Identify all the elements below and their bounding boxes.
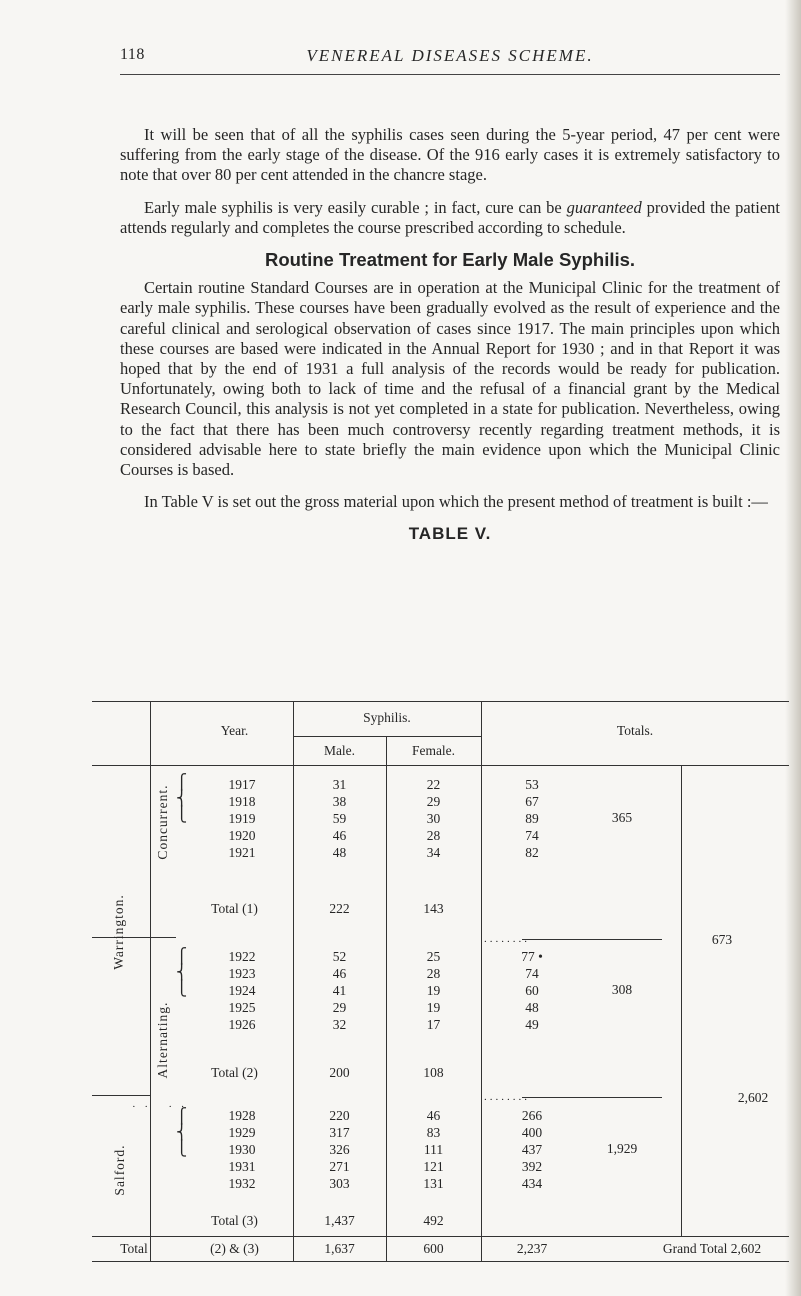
table-v <box>92 701 789 1261</box>
group1-totals-cell: 82 <box>525 845 539 860</box>
group1-years-cell: 1921 <box>228 845 256 860</box>
group2-female-cell: 19 <box>426 983 441 998</box>
page-edge-shadow <box>785 0 801 1296</box>
group3-female-cell: 111 <box>423 1142 444 1157</box>
group1-years-cell: 1920 <box>228 828 256 843</box>
region-divider <box>92 1095 150 1096</box>
group3-years-cell: 1929 <box>228 1125 256 1140</box>
group2-totals-cell: 77 • <box>521 949 543 964</box>
dots-2: ........ <box>484 1091 530 1103</box>
section-heading: Routine Treatment for Early Male Syphilis. <box>264 249 636 271</box>
paragraph-1-text: It will be seen that of all the syphilis cases seen during the 5-year period, 47 per cent were suffering from the early stage of the disease. Of the 916 early cases it is extremely satisfactory to note that over 80 per cent attended in the chancre stage. <box>120 125 780 185</box>
page-number: 118 <box>120 46 145 63</box>
group1-female-cell: 34 <box>426 845 441 860</box>
total-3-female: 492 <box>423 1213 444 1228</box>
paragraph-3 <box>120 278 780 480</box>
alternating-dots: · · · · <box>132 1101 188 1113</box>
group3-female-cell: 131 <box>423 1176 444 1191</box>
total-2-female: 108 <box>423 1065 444 1080</box>
final-row-totals: 2,237 <box>516 1241 548 1256</box>
total-3-label: Total (3) <box>211 1213 258 1228</box>
final-row-female: 600 <box>423 1241 444 1256</box>
group3-female-cell: 83 <box>426 1125 441 1140</box>
final-row-male: 1,637 <box>324 1241 355 1256</box>
group-3-male <box>293 1107 386 1192</box>
header-female: Female. <box>411 743 456 758</box>
group1-totals-cell: 53 <box>525 777 539 792</box>
header-male: Male. <box>323 743 356 758</box>
group-3-totals <box>502 1107 562 1192</box>
group2-male-cell: 29 <box>332 1000 347 1015</box>
group1-male-cell: 46 <box>332 828 347 843</box>
subtotal-2: 308 <box>611 982 633 997</box>
group2-totals-cell: 48 <box>525 1000 539 1015</box>
group3-male-cell: 220 <box>329 1108 350 1123</box>
group3-female-cell: 46 <box>426 1108 441 1123</box>
paragraph-1 <box>120 125 780 186</box>
group-1-male <box>293 776 386 861</box>
paragraph-2-text-b: provided the patient attends regularly and completes the course prescribed according to schedule. <box>120 197 780 237</box>
subtotal-3: 1,929 <box>606 1141 638 1156</box>
label-alternating: Alternating. <box>155 1001 170 1079</box>
group2-female-cell: 17 <box>426 1017 441 1032</box>
group2-male-cell: 46 <box>332 966 347 981</box>
group2-totals-cell: 60 <box>525 983 539 998</box>
group2-years-cell: 1922 <box>228 949 256 964</box>
label-concurrent: Concurrent. <box>155 784 170 860</box>
group2-years-cell: 1924 <box>228 983 256 998</box>
group1-totals-cell: 89 <box>525 811 539 826</box>
page-header <box>120 46 780 70</box>
group3-male-cell: 271 <box>329 1159 350 1174</box>
group-1-totals <box>502 776 562 861</box>
paragraph-2-text-a: Early male syphilis is very easily curable ; in fact, cure can be <box>144 197 567 217</box>
header-bottom-rule <box>92 765 789 766</box>
group1-years-cell: 1918 <box>228 794 256 809</box>
group-2-female <box>386 948 481 1033</box>
group-2-years <box>202 948 282 1033</box>
group3-female-cell: 121 <box>423 1159 444 1174</box>
paragraph-2 <box>120 198 780 238</box>
group-1-female <box>386 776 481 861</box>
group-divider-left <box>92 937 176 938</box>
subtotal-1: 365 <box>611 810 633 825</box>
rule-v4 <box>481 701 482 1261</box>
total-1-female: 143 <box>423 901 444 916</box>
brace-group-2: ⎧ ⎨ ⎩ <box>176 949 188 997</box>
total-1-label: Total (1) <box>211 901 258 916</box>
rule-v1 <box>150 701 151 1261</box>
group1-totals-cell: 67 <box>525 794 539 809</box>
group2-female-cell: 25 <box>426 949 441 964</box>
group2-years-cell: 1923 <box>228 966 256 981</box>
group-2-totals <box>502 948 562 1033</box>
table-title: TABLE V. <box>408 524 492 544</box>
total-2-male: 200 <box>329 1065 350 1080</box>
brace-group-1: ⎧ ⎨ ⎩ <box>176 775 188 823</box>
group1-years-cell: 1919 <box>228 811 256 826</box>
header-year: Year. <box>220 723 249 738</box>
group2-years-cell: 1925 <box>228 1000 256 1015</box>
label-salford: Salford. <box>112 1144 127 1196</box>
header-syphilis: Syphilis. <box>363 710 411 725</box>
warrington-total: 673 <box>711 932 733 947</box>
total-2-label: Total (2) <box>211 1065 258 1080</box>
group2-male-cell: 52 <box>332 949 347 964</box>
body-text <box>120 125 780 545</box>
group-2-male <box>293 948 386 1033</box>
overall-total: 2,602 <box>737 1090 769 1105</box>
group3-male-cell: 303 <box>329 1176 350 1191</box>
group3-totals-cell: 437 <box>521 1142 543 1157</box>
group1-female-cell: 22 <box>426 777 441 792</box>
subtotal-divider-1 <box>522 939 662 940</box>
group1-male-cell: 38 <box>332 794 347 809</box>
group-1-years <box>202 776 282 861</box>
group1-male-cell: 59 <box>332 811 347 826</box>
group3-years-cell: 1930 <box>228 1142 256 1157</box>
final-row-label: Total <box>120 1241 148 1256</box>
group3-totals-cell: 392 <box>521 1159 543 1174</box>
group3-male-cell: 326 <box>329 1142 350 1157</box>
group1-female-cell: 30 <box>426 811 441 826</box>
group-3-years <box>202 1107 282 1192</box>
group-3-female <box>386 1107 481 1192</box>
total-row-rule <box>92 1236 789 1237</box>
group3-totals-cell: 400 <box>521 1125 543 1140</box>
total-1-male: 222 <box>329 901 350 916</box>
group1-male-cell: 48 <box>332 845 347 860</box>
brace-group-3: ⎧ ⎨ ⎩ <box>176 1109 188 1157</box>
group1-years-cell: 1917 <box>228 777 256 792</box>
syphilis-subhead-rule <box>293 736 481 737</box>
group1-male-cell: 31 <box>332 777 347 792</box>
total-3-male: 1,437 <box>324 1213 355 1228</box>
group2-totals-cell: 49 <box>525 1017 539 1032</box>
header-rule <box>120 74 780 75</box>
group3-totals-cell: 266 <box>521 1108 543 1123</box>
group2-female-cell: 28 <box>426 966 441 981</box>
group3-years-cell: 1928 <box>228 1108 256 1123</box>
group2-male-cell: 41 <box>332 983 347 998</box>
final-row-year: (2) & (3) <box>210 1241 259 1256</box>
group1-totals-cell: 74 <box>525 828 539 843</box>
group3-totals-cell: 434 <box>521 1176 543 1191</box>
group3-male-cell: 317 <box>329 1125 350 1140</box>
paragraph-4-text: In Table V is set out the gross material upon which the present method of treatment is built :— <box>144 492 768 512</box>
group2-female-cell: 19 <box>426 1000 441 1015</box>
paragraph-4 <box>120 492 780 512</box>
paragraph-3-text: Certain routine Standard Courses are in operation at the Municipal Clinic for the treatment of early male syphilis. These courses have been gradually evolved as the result of experience and the careful clinical and serological observation of cases since 1917. The main principles upon which these courses are based were indicated in the Annual Report for 1930 ; and in that Report it was hoped that by the end of 1931 a full analysis of the records would be ready for publication. Unfortunately, owing both to lack of time and the refusal of a financial grant by the Medical Research Council, this analysis is not yet completed in a state for publication. Nevertheless, owing to the fact that there has been much controversy recently regarding treatment methods, it is considered advisable here to state briefly the main evidence upon which the Municipal Clinic Courses is based. <box>120 278 780 480</box>
running-title: VENEREAL DISEASES SCHEME. <box>306 46 594 65</box>
group3-years-cell: 1932 <box>228 1176 256 1191</box>
group2-years-cell: 1926 <box>228 1017 256 1032</box>
group3-years-cell: 1931 <box>228 1159 256 1174</box>
header-totals: Totals. <box>616 723 654 738</box>
table-bottom-rule <box>92 1261 789 1262</box>
label-warrington: Warrington. <box>111 894 126 970</box>
dots-1: ........ <box>484 933 530 945</box>
group2-male-cell: 32 <box>332 1017 347 1032</box>
paragraph-2-emphasis: guaranteed <box>566 197 642 217</box>
grand-total: Grand Total 2,602 <box>662 1241 762 1256</box>
group1-female-cell: 29 <box>426 794 441 809</box>
group1-female-cell: 28 <box>426 828 441 843</box>
subtotal-divider-2 <box>522 1097 662 1098</box>
table-top-rule <box>92 701 789 702</box>
group2-totals-cell: 74 <box>525 966 539 981</box>
rule-v5 <box>681 765 682 1236</box>
